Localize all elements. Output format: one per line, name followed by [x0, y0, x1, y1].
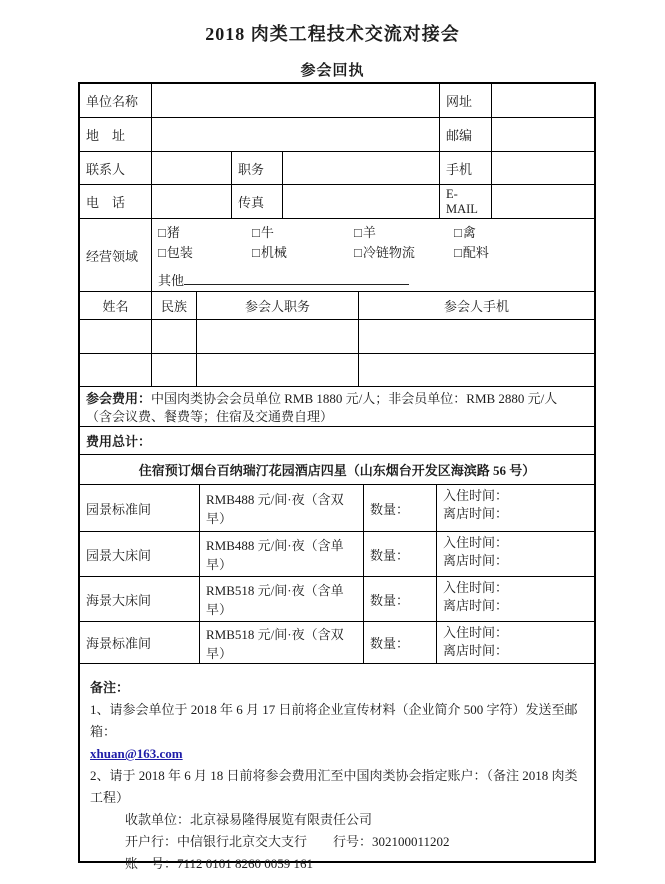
- room-name: 海景大床间: [80, 577, 200, 621]
- room-row-garden-standard: [80, 485, 594, 532]
- attendee-position-field[interactable]: [197, 320, 359, 353]
- attendee-name-field[interactable]: [80, 320, 152, 353]
- checkbox-icon: □: [354, 225, 362, 240]
- business-options-row1: [158, 223, 594, 243]
- address-field[interactable]: [152, 118, 440, 151]
- checkin-label: 入住时间：: [443, 488, 509, 503]
- checkin-label: 入住时间：: [443, 535, 509, 550]
- attendee-ethnicity-field[interactable]: [152, 354, 197, 386]
- phone-label: 电 话: [80, 185, 152, 218]
- room-quantity-field[interactable]: [364, 622, 437, 663]
- attendee-row-2: [80, 354, 594, 387]
- attendee-row-1: [80, 320, 594, 354]
- hotel-header-row: [80, 455, 594, 485]
- checkbox-icon: □: [454, 245, 462, 260]
- fee-line1: 中国肉类协会会员单位 RMB 1880 元/人；非会员单位：RMB 2880 元/人: [151, 391, 558, 406]
- account-line: 账 号：7112 0101 8260 0059 161: [125, 856, 314, 871]
- room-quantity-field[interactable]: [364, 532, 437, 576]
- business-scope-row: [80, 219, 594, 292]
- zip-field[interactable]: [492, 118, 594, 151]
- quantity-label: 数量：: [370, 636, 410, 651]
- company-name-label: 单位名称: [80, 84, 152, 117]
- attendee-ethnicity-field[interactable]: [152, 320, 197, 353]
- company-row: [80, 84, 594, 118]
- quantity-label: 数量：: [370, 547, 410, 563]
- website-label: 网址: [440, 84, 492, 117]
- room-price: RMB518 元/间·夜（含单早）: [200, 577, 364, 621]
- address-label: 地 址: [80, 118, 152, 151]
- attendee-position-field[interactable]: [197, 354, 359, 386]
- attendee-mobile-header: 参会人手机: [443, 299, 509, 314]
- checkbox-icon: □: [354, 245, 362, 260]
- room-price: RMB488 元/间·夜（含单早）: [200, 532, 364, 576]
- attendee-position-header: 参会人职务: [197, 292, 359, 319]
- attendee-mobile-field[interactable]: [359, 354, 594, 386]
- option-ingredients-label: 配料: [462, 245, 489, 260]
- option-pig[interactable]: [158, 223, 252, 243]
- attendee-ethnicity-header: 民族: [152, 292, 197, 319]
- option-cattle-label: 牛: [260, 225, 274, 240]
- room-price: RMB518 元/间·夜（含双早）: [200, 622, 364, 663]
- business-other: [158, 272, 594, 290]
- registration-form: [78, 82, 596, 871]
- option-cold-chain-label: 冷链物流: [362, 245, 415, 260]
- fee-info: [80, 387, 594, 426]
- mobile-label: 手机: [440, 152, 492, 184]
- checkin-label: 入住时间：: [443, 580, 509, 595]
- other-input-line[interactable]: [184, 272, 409, 285]
- room-times-field[interactable]: [437, 622, 594, 663]
- email-field[interactable]: [492, 185, 594, 218]
- option-cattle[interactable]: [252, 223, 354, 243]
- fax-field[interactable]: [283, 185, 440, 218]
- quantity-label: 数量：: [370, 592, 410, 608]
- option-packaging[interactable]: [158, 243, 252, 263]
- note-2: 2、请于 2018 年 6 月 18 日前将参会费用汇至中国肉类协会指定账户：（备注 2018 肉类工程）: [90, 768, 578, 805]
- business-options-row2: [158, 243, 594, 263]
- notes-label: 备注：: [90, 680, 130, 695]
- checkbox-icon: □: [454, 225, 462, 240]
- room-price: RMB488 元/间·夜（含双早）: [200, 485, 364, 531]
- checkout-label: 离店时间：: [443, 643, 509, 658]
- contact-row: [80, 152, 594, 185]
- note-1: 1、请参会单位于 2018 年 6 月 17 日前将企业宣传材料（企业简介 500 字符）发送至邮箱：: [90, 702, 578, 739]
- checkout-label: 离店时间：: [443, 553, 509, 568]
- contact-person-field[interactable]: [152, 152, 232, 184]
- fee-total-label: 费用总计：: [86, 434, 152, 449]
- other-label: 其他: [158, 273, 185, 288]
- fax-label: 传真: [232, 185, 283, 218]
- option-packaging-label: 包装: [166, 245, 193, 260]
- fee-total-row: [80, 427, 594, 455]
- phone-field[interactable]: [152, 185, 232, 218]
- fee-line2: （含会议费、餐费等；住宿及交通费自理）: [86, 409, 334, 424]
- option-machinery[interactable]: [252, 243, 354, 263]
- option-pig-label: 猪: [166, 225, 180, 240]
- email-label: E-MAIL: [440, 185, 492, 218]
- attendee-mobile-field[interactable]: [359, 320, 594, 353]
- payee-line: 收款单位：北京禄易隆得展览有限责任公司: [125, 812, 373, 827]
- checkin-label: 入住时间：: [443, 625, 509, 640]
- business-scope-label: 经营领域: [80, 219, 152, 291]
- fee-total-field[interactable]: [80, 427, 594, 454]
- fee-label: 参会费用：: [86, 391, 152, 406]
- room-times-field[interactable]: [437, 485, 594, 531]
- attendee-name-field[interactable]: [80, 354, 152, 386]
- checkbox-icon: □: [252, 245, 260, 260]
- notes: [80, 664, 594, 871]
- checkout-label: 离店时间：: [443, 506, 509, 521]
- room-name: 海景标准间: [80, 622, 200, 663]
- room-row-sea-king: [80, 577, 594, 622]
- room-row-sea-standard: [80, 622, 594, 664]
- checkbox-icon: □: [158, 245, 166, 260]
- room-name: 园景大床间: [80, 532, 200, 576]
- position-field[interactable]: [283, 152, 440, 184]
- attendee-header-row: [80, 292, 594, 320]
- phone-row: [80, 185, 594, 219]
- zip-label: 邮编: [440, 118, 492, 151]
- option-cold-chain[interactable]: [354, 243, 454, 263]
- address-row: [80, 118, 594, 152]
- option-ingredients[interactable]: [454, 243, 594, 263]
- checkbox-icon: □: [252, 225, 260, 240]
- notes-row: [80, 664, 594, 871]
- attendee-name-header: 姓名: [80, 292, 152, 319]
- room-name: 园景标准间: [80, 485, 200, 531]
- position-label: 职务: [232, 152, 283, 184]
- option-machinery-label: 机械: [260, 245, 287, 260]
- option-poultry[interactable]: [454, 223, 594, 243]
- option-poultry-label: 禽: [462, 225, 476, 240]
- mobile-field[interactable]: [492, 152, 594, 184]
- option-sheep[interactable]: [354, 223, 454, 243]
- fee-info-row: [80, 387, 594, 427]
- contact-person-label: 联系人: [80, 152, 152, 184]
- checkbox-icon: □: [158, 225, 166, 240]
- quantity-label: 数量：: [370, 501, 410, 517]
- room-times-field[interactable]: [437, 532, 594, 576]
- company-name-field[interactable]: [152, 84, 440, 117]
- bank-line: 开户行：中信银行北京交大支行 行号：302100011202: [125, 834, 450, 849]
- page-title: 2018 肉类工程技术交流对接会: [205, 24, 460, 44]
- checkout-label: 离店时间：: [443, 598, 509, 613]
- room-quantity-field[interactable]: [364, 577, 437, 621]
- website-field[interactable]: [492, 84, 594, 117]
- business-scope-options: [152, 219, 594, 291]
- room-quantity-field[interactable]: [364, 485, 437, 531]
- room-times-field[interactable]: [437, 577, 594, 621]
- option-sheep-label: 羊: [362, 225, 376, 240]
- hotel-header: 住宿预订烟台百纳瑞汀花园酒店四星（山东烟台开发区海滨路 56 号）: [138, 463, 536, 478]
- room-row-garden-king: [80, 532, 594, 577]
- page-subtitle: 参会回执: [300, 63, 365, 79]
- email-link[interactable]: xhuan@163.com: [90, 746, 183, 761]
